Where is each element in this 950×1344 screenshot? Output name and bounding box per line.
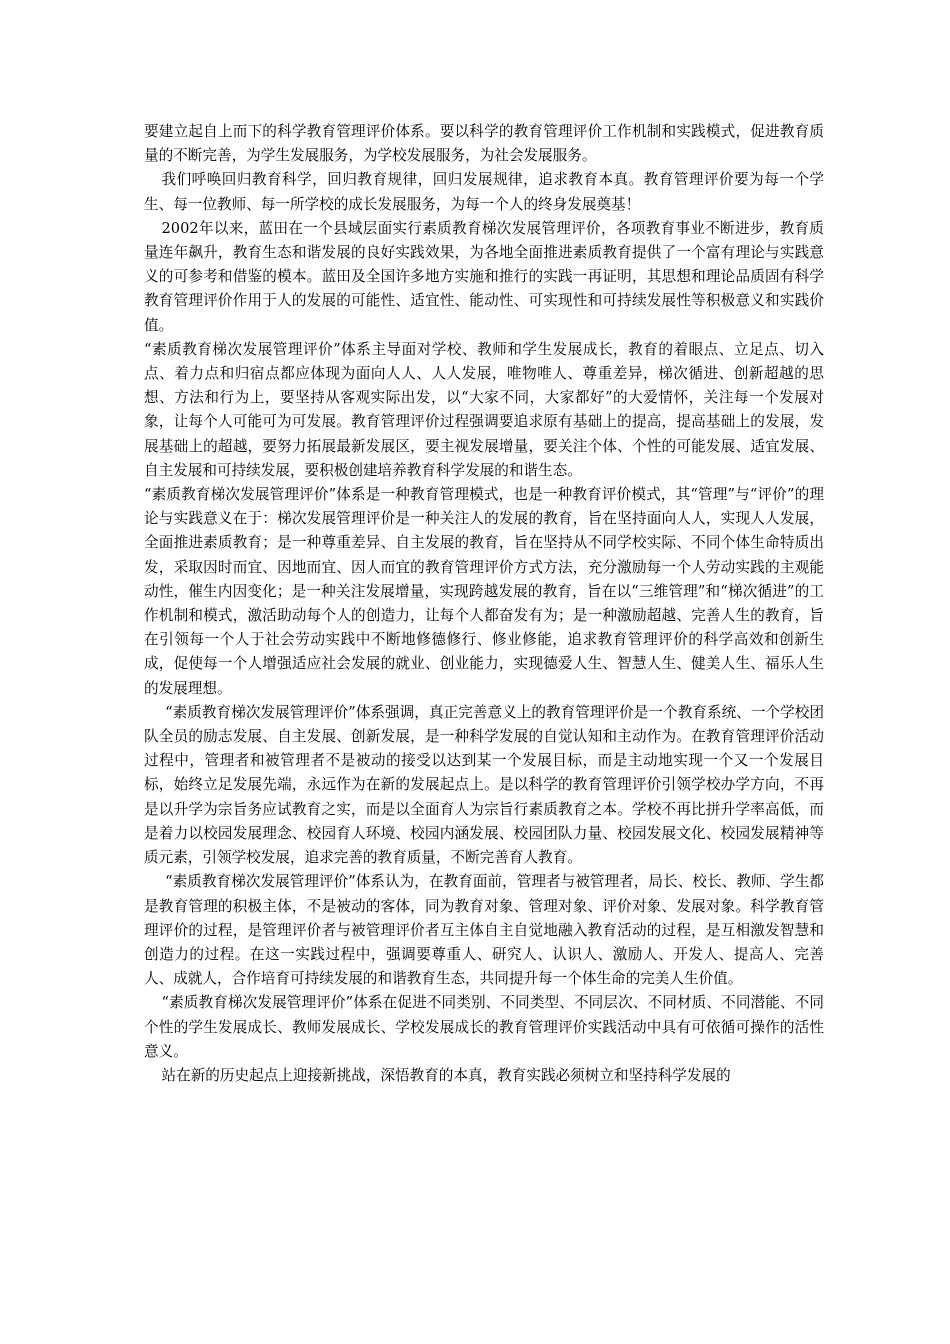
paragraph-3: 2002年以来，蓝田在一个县域层面实行素质教育梯次发展管理评价，各项教育事业不断进步，教育质量连年飙升，教育生态和谐发展的良好实践效果，为各地全面推进素质教育提供了一个富有理论与实践意义的可参考和借鉴的模本。蓝田及全国许多地方实施和推行的实践一再证明，其思想和理论品质固有科学教育管理评价作用于人的发展的可能性、适宜性、能动性、可实现性和可持续发展性等积极意义和实践价值。 <box>144 219 824 334</box>
paragraph-6: “素质教育梯次发展管理评价”体系强调，真正完善意义上的教育管理评价是一个教育系统、一个学校团队全员的励志发展、自主发展、创新发展，是一种科学发展的自觉认知和主动作为。在教育管理评价活动过程中，管理者和被管理者不是被动的接受以达到某一个发展目标，而是主动地实现一个又一个发展目标，始终立足发展先端，永远作为在新的发展起点上。是以科学的教育管理评价引领学校办学方向，不再是以升学为宗旨务应试教育之实，而是以全面育人为宗旨行素质教育之本。学校不再比拼升学率高低，而是着力以校园发展理念、校园育人环境、校园内涵发展、校园团队力量、校园发展文化、校园发展精神等质元素，引领学校发展，追求完善的教育质量，不断完善育人教育。 <box>144 703 824 867</box>
document-body <box>144 120 824 1088</box>
paragraph-4: “素质教育梯次发展管理评价”体系主导面对学校、教师和学生发展成长，教育的着眼点、立足点、切入点、着力点和归宿点都应体现为面向人人、人人发展，唯物唯人、尊重差异，梯次循进、创新超越的思想、方法和行为上，要坚持从客观实际出发，以“大家不同，大家都好”的大爱情怀，关注每一个发展对象，让每个人可能可为可发展。教育管理评价过程强调要追求原有基础上的提高，提高基础上的发展，发展基础上的超越，要努力拓展最新发展区，要主视发展增量，要关注个体、个性的可能发展、适宜发展、自主发展和可持续发展，要积极创建培养教育科学发展的和谐生态。 <box>144 340 824 479</box>
paragraph-1: 要建立起自上而下的科学教育管理评价体系。要以科学的教育管理评价工作机制和实践模式，促进教育质量的不断完善，为学生发展服务，为学校发展服务，为社会发展服务。 <box>144 123 824 165</box>
paragraph-8: “素质教育梯次发展管理评价”体系在促进不同类别、不同类型、不同层次、不同材质、不同潜能、不同个性的学生发展成长、教师发展成长、学校发展成长的教育管理评价实践活动中具有可依循可操作的活性意义。 <box>144 994 824 1060</box>
paragraph-9: 站在新的历史起点上迎接新挑战，深悟教育的本真，教育实践必须树立和坚持科学发展的 <box>161 1066 731 1084</box>
paragraph-2: 我们呼唤回归教育科学，回归教育规律，回归发展规律，追求教育本真。教育管理评价要为每一个学生、每一位教师、每一所学校的成长发展服务，为每一个人的终身发展奠基！ <box>144 171 824 213</box>
paragraph-5: “素质教育梯次发展管理评价”体系是一种教育管理模式，也是一种教育评价模式，其“管理”与“评价”的理论与实践意义在于：梯次发展管理评价是一种关注人的发展的教育，旨在坚持面向人人，实现人人发展，全面推进素质教育；是一种尊重差异、自主发展的教育，旨在坚持从不同学校实际、不同个体生命特质出发，采取因时而宜、因地而宜、因人而宜的教育管理评价方式方法，充分激励每一个人劳动实践的主观能动性，催生内因变化；是一种关注发展增量，实现跨越发展的教育，旨在以“三维管理”和“梯次循进”的工作机制和模式，激活助动每个人的创造力，让每个人都奋发有为；是一种激励超越、完善人生的教育，旨在引领每一个人于社会劳动实践中不断地修德修行、修业修能，追求教育管理评价的科学高效和创新生成，促使每一个人增强适应社会发展的就业、创业能力，实现德爱人生、智慧人生、健美人生、福乐人生的发展理想。 <box>144 486 824 697</box>
paragraph-7: “素质教育梯次发展管理评价”体系认为，在教育面前，管理者与被管理者，局长、校长、教师、学生都是教育管理的积极主体，不是被动的客体，同为教育对象、管理对象、评价对象、发展对象。科学教育管理评价的过程，是管理评价者与被管理评价者互主体自主自觉地融入教育活动的过程，是互相激发智慧和创造力的过程。在这一实践过程中，强调要尊重人、研究人、认识人、激励人、开发人、提高人、完善人、成就人，合作培育可持续发展的和谐教育生态，共同提升每一个体生命的完美人生价值。 <box>144 873 824 988</box>
